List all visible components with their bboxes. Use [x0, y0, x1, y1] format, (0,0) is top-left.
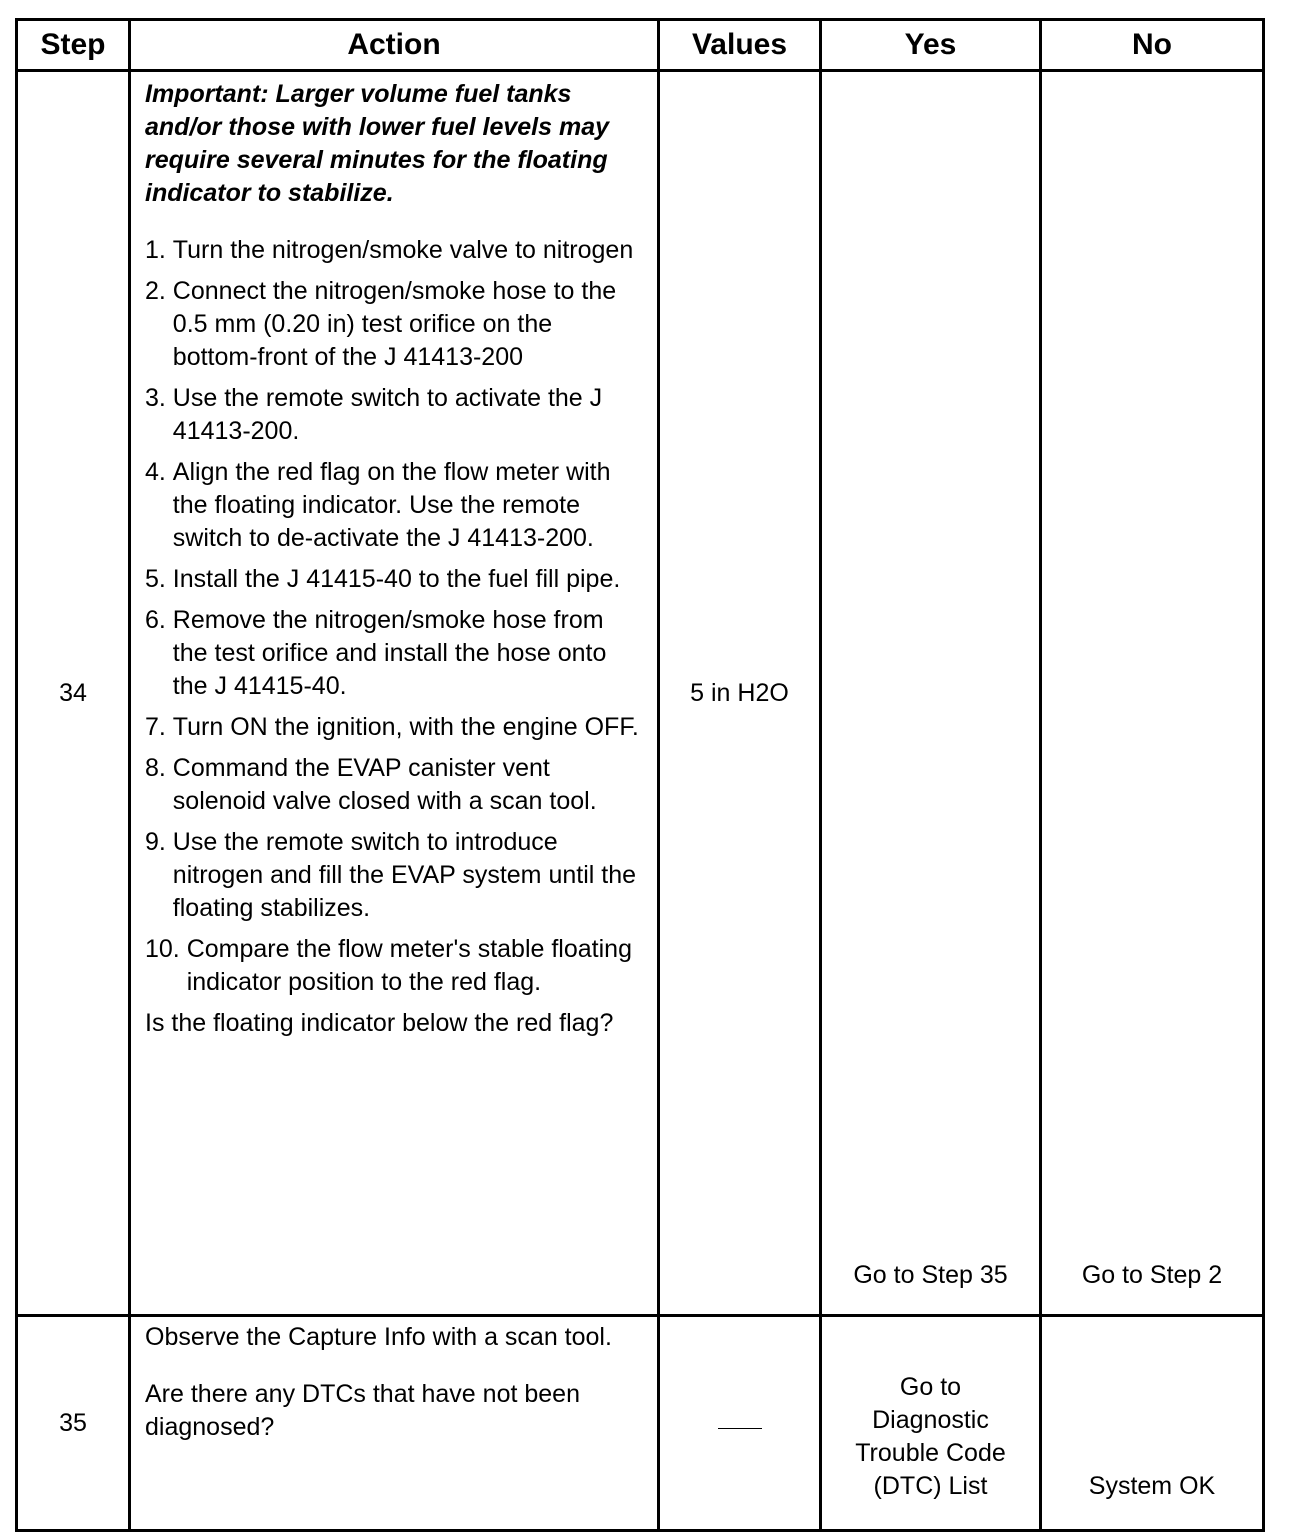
header-yes: Yes [821, 20, 1041, 71]
table-row-step-34 [17, 71, 1264, 1316]
yes-cell: Go to Step 35 [821, 71, 1041, 1316]
list-item-text: Connect the nitrogen/smoke hose to the 0.5 mm (0.20 in) test orifice on the bottom-front of the J 41413-200 [172, 277, 617, 371]
list-item-number: 8. [145, 754, 173, 782]
list-item [145, 826, 643, 925]
list-item [145, 933, 643, 999]
action-cell [130, 71, 659, 1316]
list-item-text: Use the remote switch to activate the J 41413-200. [172, 384, 603, 445]
list-item-number: 1. [145, 236, 173, 264]
list-item [145, 275, 643, 374]
header-no: No [1041, 20, 1264, 71]
list-item-number: 7. [145, 713, 173, 741]
no-cell: Go to Step 2 [1041, 71, 1264, 1316]
header-action: Action [130, 20, 659, 71]
action-cell [130, 1316, 659, 1531]
list-item-text: Remove the nitrogen/smoke hose from the test orifice and install the hose onto the J 41415-40. [172, 606, 607, 700]
no-cell: System OK [1041, 1316, 1264, 1531]
list-item [145, 752, 643, 818]
list-item [145, 234, 643, 267]
list-item-text: Install the J 41415-40 to the fuel fill pipe. [172, 565, 621, 593]
diagnostic-table [15, 18, 1265, 1532]
list-item-number: 3. [145, 384, 173, 412]
header-row [17, 20, 1264, 71]
procedure-list [145, 234, 643, 999]
header-values: Values [659, 20, 821, 71]
list-item-number: 4. [145, 458, 173, 486]
values-cell [659, 1316, 821, 1531]
list-item-text: Align the red flag on the flow meter with the floating indicator. Use the remote switch to de-activate the J 41413-200. [172, 458, 611, 552]
important-note: Important: Larger volume fuel tanks and/or those with lower fuel levels may require several minutes for the floating indicator to stabilize. [145, 80, 610, 207]
yes-text: Go to Diagnostic Trouble Code (DTC) List [855, 1373, 1006, 1500]
question-text: Are there any DTCs that have not been diagnosed? [145, 1380, 580, 1441]
list-item-text: Turn ON the ignition, with the engine OFF. [172, 713, 639, 741]
list-item-text: Turn the nitrogen/smoke valve to nitrogen [172, 236, 634, 264]
header-step: Step [17, 20, 130, 71]
empty-value-dash [718, 1427, 762, 1429]
yes-cell [821, 1316, 1041, 1531]
step-number: 35 [17, 1316, 130, 1531]
values-cell: 5 in H2O [659, 71, 821, 1316]
list-item-number: 2. [145, 277, 173, 305]
action-text: Observe the Capture Info with a scan tool. [145, 1323, 612, 1351]
table-row-step-35 [17, 1316, 1264, 1531]
list-item-number: 5. [145, 565, 173, 593]
list-item-number: 10. [145, 935, 187, 963]
step-number: 34 [17, 71, 130, 1316]
list-item [145, 382, 643, 448]
list-item [145, 711, 643, 744]
question-text: Is the floating indicator below the red flag? [145, 1009, 614, 1037]
list-item [145, 563, 643, 596]
list-item [145, 604, 643, 703]
list-item-number: 9. [145, 828, 173, 856]
list-item-text: Use the remote switch to introduce nitrogen and fill the EVAP system until the floating stabilizes. [172, 828, 637, 922]
list-item [145, 456, 643, 555]
list-item-text: Command the EVAP canister vent solenoid valve closed with a scan tool. [172, 754, 597, 815]
list-item-text: Compare the flow meter's stable floating indicator position to the red flag. [186, 935, 632, 996]
list-item-number: 6. [145, 606, 173, 634]
